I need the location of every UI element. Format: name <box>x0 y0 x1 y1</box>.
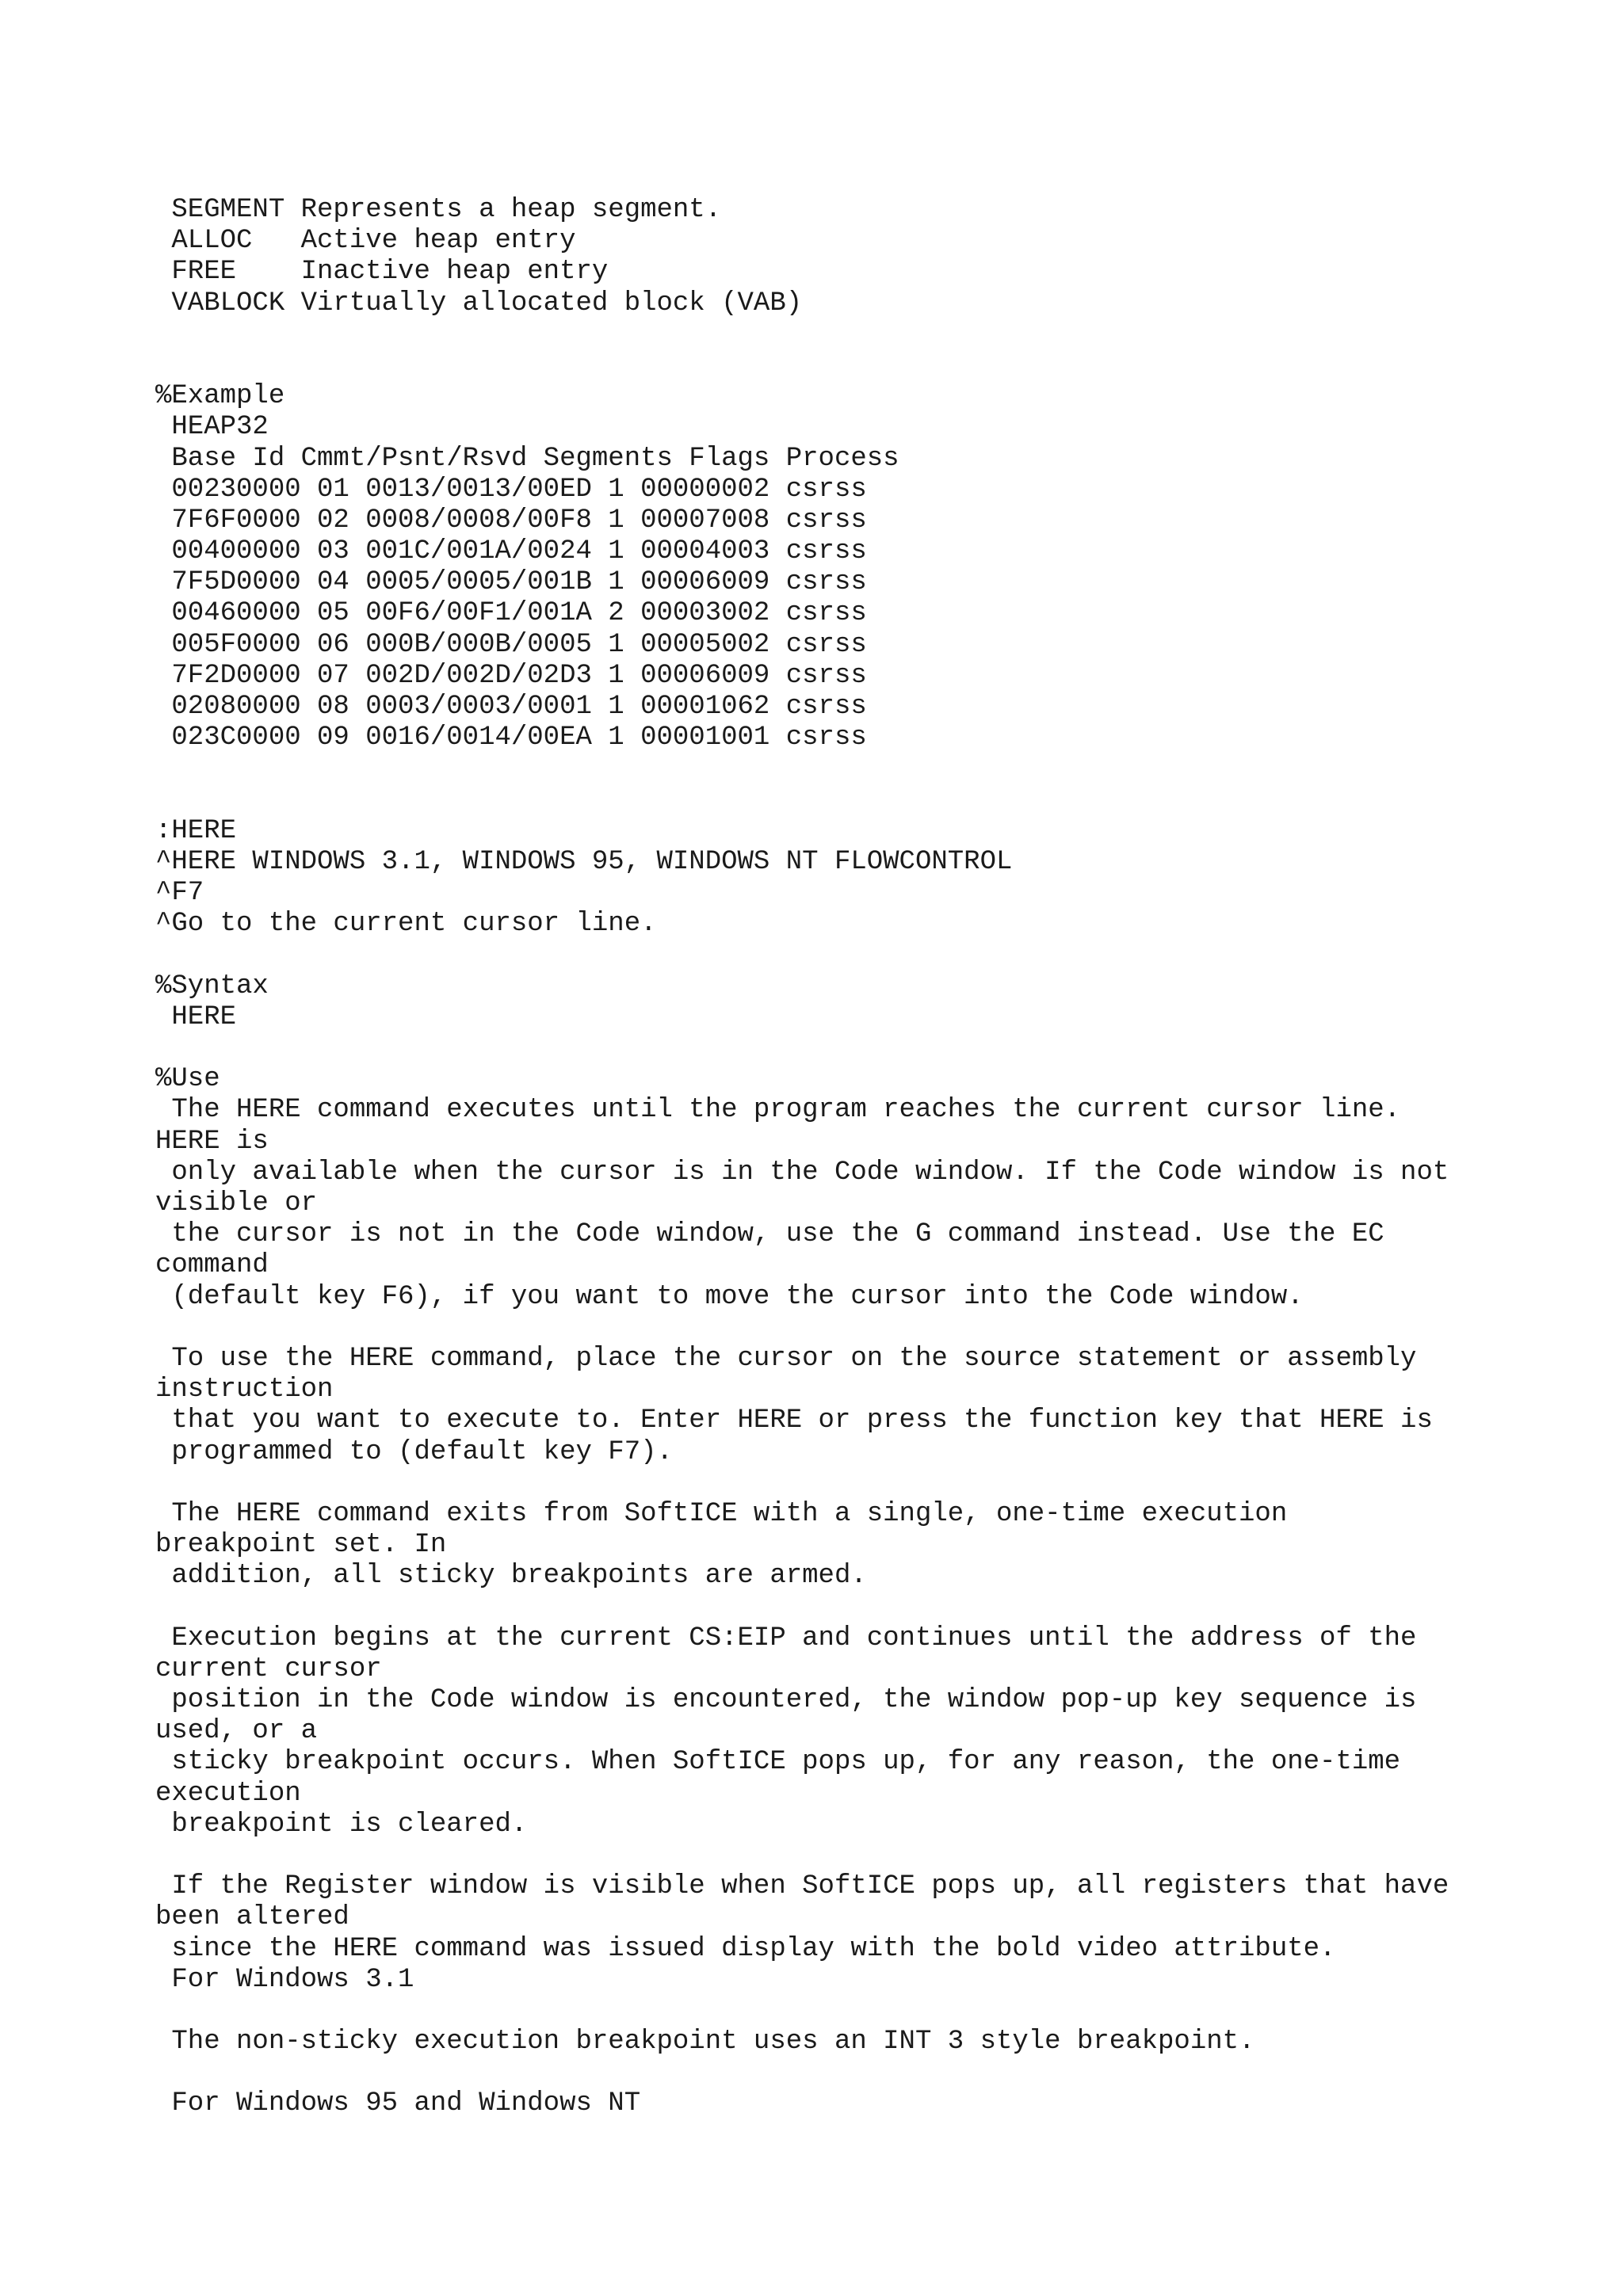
text-line: FREE Inactive heap entry <box>155 257 609 288</box>
text-line <box>155 2058 1449 2088</box>
text-line: To use the HERE command, place the cursor on the source statement or assembly <box>155 1343 1417 1374</box>
document-body <box>155 195 1449 2120</box>
text-line <box>155 1033 1449 1064</box>
text-line: 00400000 03 001C/001A/0024 1 00004003 csrss <box>155 536 867 567</box>
text-line: %Use <box>155 1064 220 1095</box>
text-line <box>155 319 1449 350</box>
text-line: 02080000 08 0003/0003/0001 1 00001062 csrss <box>155 692 867 722</box>
text-line: %Example <box>155 381 285 412</box>
text-line: For Windows 3.1 <box>155 1964 414 1995</box>
text-line: since the HERE command was issued display with the bold video attribute. <box>155 1933 1336 1964</box>
text-line: been altered <box>155 1902 349 1933</box>
text-line: breakpoint is cleared. <box>155 1809 528 1840</box>
text-line: addition, all sticky breakpoints are armed. <box>155 1561 867 1592</box>
text-line: that you want to execute to. Enter HERE or press the function key that HERE is <box>155 1405 1433 1436</box>
text-line: The HERE command executes until the program reaches the current cursor line. <box>155 1095 1401 1126</box>
text-line: execution <box>155 1778 301 1809</box>
text-line <box>155 940 1449 971</box>
text-line: used, or a <box>155 1716 318 1747</box>
text-line: 7F6F0000 02 0008/0008/00F8 1 00007008 csrss <box>155 505 867 536</box>
text-line: visible or <box>155 1188 318 1219</box>
text-line: position in the Code window is encountered, the window pop-up key sequence is <box>155 1685 1417 1715</box>
text-line: 7F5D0000 04 0005/0005/001B 1 00006009 csrss <box>155 567 867 598</box>
text-line: command <box>155 1250 269 1281</box>
text-line: VABLOCK Virtually allocated block (VAB) <box>155 288 803 318</box>
text-line: 023C0000 09 0016/0014/00EA 1 00001001 csrss <box>155 723 867 753</box>
text-line: 00230000 01 0013/0013/00ED 1 00000002 csrss <box>155 474 867 505</box>
text-line <box>155 1313 1449 1344</box>
text-line <box>155 1996 1449 2027</box>
text-line: Base Id Cmmt/Psnt/Rsvd Segments Flags Process <box>155 443 899 474</box>
text-line: (default key F6), if you want to move the cursor into the Code window. <box>155 1281 1304 1312</box>
text-line: breakpoint set. In <box>155 1530 447 1561</box>
text-line: :HERE <box>155 815 237 846</box>
text-line <box>155 1468 1449 1499</box>
text-line: ALLOC Active heap entry <box>155 226 576 257</box>
text-line <box>155 1592 1449 1623</box>
text-line: ^Go to the current cursor line. <box>155 909 657 940</box>
text-line: The non-sticky execution breakpoint uses an INT 3 style breakpoint. <box>155 2027 1255 2058</box>
text-line: 7F2D0000 07 002D/002D/02D3 1 00006009 csrss <box>155 660 867 691</box>
text-line <box>155 350 1449 381</box>
text-line: ^HERE WINDOWS 3.1, WINDOWS 95, WINDOWS NT FLOWCONTROL <box>155 846 1013 877</box>
text-line <box>155 753 1449 784</box>
text-line: instruction <box>155 1375 334 1405</box>
text-line <box>155 785 1449 816</box>
text-line: programmed to (default key F7). <box>155 1436 673 1467</box>
text-line: Execution begins at the current CS:EIP and continues until the address of the <box>155 1623 1417 1653</box>
text-line: For Windows 95 and Windows NT <box>155 2088 641 2119</box>
text-line: sticky breakpoint occurs. When SoftICE pops up, for any reason, the one-time <box>155 1747 1401 1778</box>
text-line: HERE is <box>155 1126 269 1157</box>
text-line: The HERE command exits from SoftICE with a single, one-time execution <box>155 1498 1288 1529</box>
text-line: only available when the cursor is in the Code window. If the Code window is not <box>155 1157 1449 1188</box>
text-line: SEGMENT Represents a heap segment. <box>155 195 722 225</box>
text-line: 005F0000 06 000B/000B/0005 1 00005002 csrss <box>155 629 867 660</box>
text-line: ^F7 <box>155 878 204 909</box>
text-line: %Syntax <box>155 971 269 1001</box>
text-line: current cursor <box>155 1653 382 1684</box>
text-line: HERE <box>155 1001 237 1032</box>
text-line: 00460000 05 00F6/00F1/001A 2 00003002 csrss <box>155 598 867 629</box>
text-line: HEAP32 <box>155 412 269 443</box>
text-line: If the Register window is visible when SoftICE pops up, all registers that have <box>155 1871 1449 1902</box>
text-line <box>155 1840 1449 1871</box>
text-line: the cursor is not in the Code window, use the G command instead. Use the EC <box>155 1219 1384 1250</box>
